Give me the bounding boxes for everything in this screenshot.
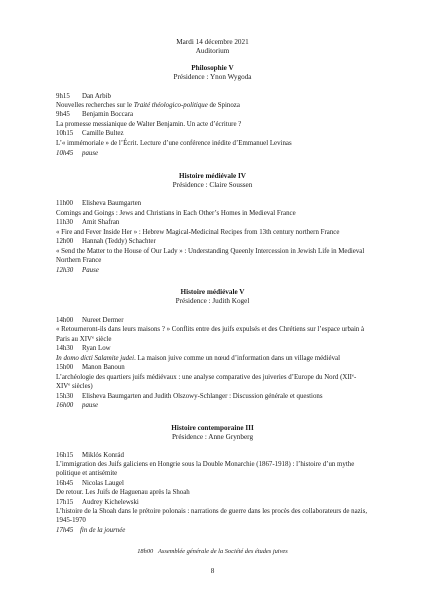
section-title: Philosophie V [191,64,234,72]
speaker-name: Elisheva Baumgarten [82,200,142,207]
talk-title: 1945-1970 [56,517,86,524]
talk-title: Comings and Goings : Jews and Christians in Each Other’s Homes in Medieval France [56,210,296,217]
talk-title-italic: In domo dicti Salamite judei [56,355,135,362]
talk-title: L’« immémoriale » de l’Écrit. Lecture d’une conférence inédite d’Emmanuel Levinas [56,140,292,147]
entry-time: 16h15 [56,452,74,459]
talk-title-part: siècle [93,336,112,343]
entry-time: 11h30 [56,219,73,226]
program-entry-time [56,130,124,138]
program-entry-time [56,480,124,488]
program-entry-time [56,317,124,325]
talk-title: L’histoire de la Shoah dans le prétoire polonais : narrations de guerre dans les procès des collaborateurs de nazis, [56,508,368,515]
talk-title-part: - [353,374,357,381]
talk-title-part: . La maison juive comme un nœud d’information dans un village médiéval [134,355,340,362]
session-date: Mardi 14 décembre 2021 [176,38,249,46]
page-number: 8 [210,567,215,575]
entry-time: 16h00 [56,402,74,409]
entry-time: 17h15 [56,499,74,506]
speaker-name: Dan Arbib [82,93,111,100]
talk-title: « Retourneront-ils dans leurs maisons ? » Conflits entre des juifs expulsés et des Chrétiens sur l’espace urbain à [56,326,365,333]
talk-title [56,374,356,382]
superscript: e [68,381,71,387]
talk-title: « Fire and Fever Inside Her » : Hebrew Magical-Medicinal Recipes from 13th century northern France [56,229,340,236]
end-of-day-label: fin de la journée [80,527,126,534]
talk-title: L’immigration des Juifs galiciens en Hongrie sous la Double Monarchie (1867-1918) : l’histoire d’un mythe [56,461,355,468]
speaker-name: Hannah (Teddy) Schachter [82,238,156,245]
entry-time: 17h45 [56,527,74,534]
speaker-name: Miklós Konrád [82,452,124,459]
talk-title-italic: Traité théologico-politique [133,102,208,109]
general-assembly-note [0,548,425,555]
section-chair: Présidence : Anne Grynberg [171,433,254,441]
section-title: Histoire contemporaine III [171,424,254,432]
pause-entry [56,527,125,535]
talk-title-part: siècles) [70,383,93,390]
speaker-name: Ryan Low [82,345,111,352]
pause-label: pause [82,150,99,157]
entry-time: 14h00 [56,317,74,324]
speaker-name: Camille Bultez [82,130,124,137]
speaker-name: Benjamin Boccara [82,111,134,118]
speaker-name: Amit Shafran [82,219,120,226]
program-entry-time [56,238,156,246]
speaker-name: Manon Banoun [82,364,125,371]
section-chair: Présidence : Ynon Wygoda [173,73,252,81]
pause-label: Pause [82,267,99,274]
talk-title: Northern France [56,257,102,264]
program-entry-time [56,452,124,460]
session-location: Auditorium [195,47,230,55]
entry-time: 12h30 [56,267,74,274]
superscript: e [91,334,94,340]
program-entry-time [56,364,125,372]
speaker-name: Nureet Dermer [82,317,124,324]
talk-title-part: Paris au XIV [56,336,92,343]
program-entry-time [56,111,133,119]
entry-time: 9h45 [56,111,70,118]
talk-title-part: XIV [56,383,69,390]
talk-title: politique et antisémite [56,470,118,477]
pause-label: pause [82,402,99,409]
speaker-name: Audrey Kichelewski [82,499,139,506]
program-entry-time [56,499,139,507]
section-chair: Présidence : Judith Kogel [175,297,250,305]
speaker-name: Nicolas Laugel [82,480,124,487]
program-entry-time [56,93,111,101]
program-entry-time [56,219,119,227]
entry-time: 11h00 [56,200,73,207]
talk-title: La promesse messianique de Walter Benjamin. Un acte d’écriture ? [56,121,242,128]
superscript: e [351,372,354,378]
talk-title [56,336,111,344]
entry-time: 10h45 [56,150,74,157]
entry-time: 12h00 [56,238,74,245]
entry-time: 9h15 [56,93,70,100]
talk-title: « Send the Matter to the House of Our Lady » : Understanding Queenly Intercession in Jewish Life in Medieval [56,248,365,255]
entry-time: 15h30 [56,393,74,400]
section-title: Histoire médiévale IV [179,172,246,180]
talk-title: De retour. Les Juifs de Haguenau après la Shoah [56,489,190,496]
pause-entry [56,267,99,275]
entry-time: 15h00 [56,364,74,371]
entry-time: 14h30 [56,345,74,352]
talk-title-part: L’archéologie des quartiers juifs médiévaux : une analyse comparative des juiveries d’Europe du Nord (XII [56,374,352,381]
footer-text: Assemblée générale de la Société des études juives [158,548,288,555]
pause-entry [56,402,98,410]
talk-title [56,383,93,391]
talk-title [56,102,240,110]
entry-time: 10h15 [56,130,74,137]
entry-time: 16h45 [56,480,74,487]
section-chair: Présidence : Claire Soussen [172,181,253,189]
program-entry-time [56,393,323,401]
discussion-text: Elisheva Baumgarten and Judith Olszowy-Schlanger : Discussion générale et questions [82,393,323,400]
program-entry-time [56,345,111,353]
talk-title [56,355,340,363]
talk-title-part: Nouvelles recherches sur le [56,102,134,109]
pause-entry [56,150,98,158]
footer-time: 18h00 [137,548,154,555]
talk-title-part: de Spinoza [207,102,240,109]
section-title: Histoire médiévale V [180,288,245,296]
program-entry-time [56,200,141,208]
